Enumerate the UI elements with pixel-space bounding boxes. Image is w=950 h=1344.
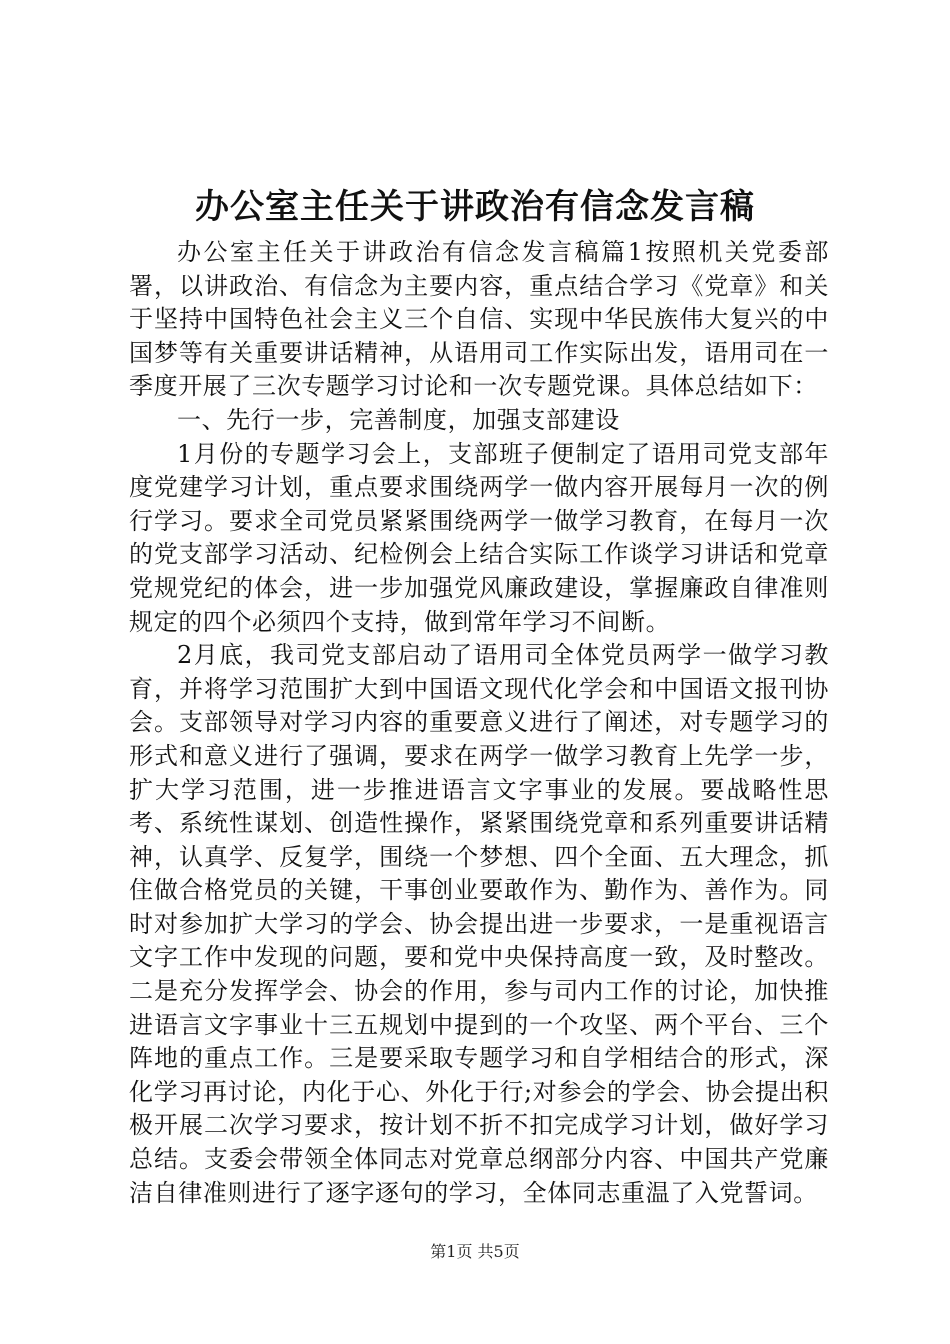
document-title: 办公室主任关于讲政治有信念发言稿 <box>195 187 755 227</box>
page-number-footer: 第1页 共5页 <box>430 1242 520 1261</box>
body-paragraph: 2月底，我司党支部启动了语用司全体党员两学一做学习教育，并将学习范围扩大到中国语文现代化学会和中国语文报刊协会。支部领导对学习内容的重要意义进行了阐述，对专题学习的形式和意义进行了强调，要求在两学一做学习教育上先学一步，扩大学习范围，进一步推进语言文字事业的发展。要战略性思考、系统性谋划、创造性操作，紧紧围绕党章和系列重要讲话精神，认真学、反复学，围绕一个梦想、四个全面、五大理念，抓住做合格党员的关键，干事创业要敢作为、勤作为、善作为。同时对参加扩大学习的学会、协会提出进一步要求，一是重视语言文字工作中发现的问题，要和党中央保持高度一致，及时整改。二是充分发挥学会、协会的作用，参与司内工作的讨论，加快推进语言文字事业十三五规划中提到的一个攻坚、两个平台、三个阵地的重点工作。三是要采取专题学习和自学相结合的形式，深化学习再讨论，内化于心、外化于行;对参会的学会、协会提出积极开展二次学习要求，按计划不折不扣完成学习计划，做好学习总结。支委会带领全体同志对党章总纲部分内容、中国共产党廉洁自律准则进行了逐字逐句的学习，全体同志重温了入党誓词。 <box>129 641 829 1207</box>
document-body <box>129 236 829 1210</box>
section-heading: 一、先行一步，完善制度，加强支部建设 <box>177 405 620 434</box>
intro-paragraph: 办公室主任关于讲政治有信念发言稿篇1按照机关党委部署，以讲政治、有信念为主要内容，重点结合学习《党章》和关于坚持中国特色社会主义三个自信、实现中华民族伟大复兴的中国梦等有关重要讲话精神，从语用司工作实际出发，语用司在一季度开展了三次专题学习讨论和一次专题党课。具体总结如下： <box>129 238 829 401</box>
body-paragraph: 1月份的专题学习会上，支部班子便制定了语用司党支部年度党建学习计划，重点要求围绕两学一做内容开展每月一次的例行学习。要求全司党员紧紧围绕两学一做学习教育，在每月一次的党支部学习活动、纪检例会上结合实际工作谈学习讲话和党章党规党纪的体会，进一步加强党风廉政建设，掌握廉政自律准则规定的四个必须四个支持，做到常年学习不间断。 <box>129 439 829 636</box>
